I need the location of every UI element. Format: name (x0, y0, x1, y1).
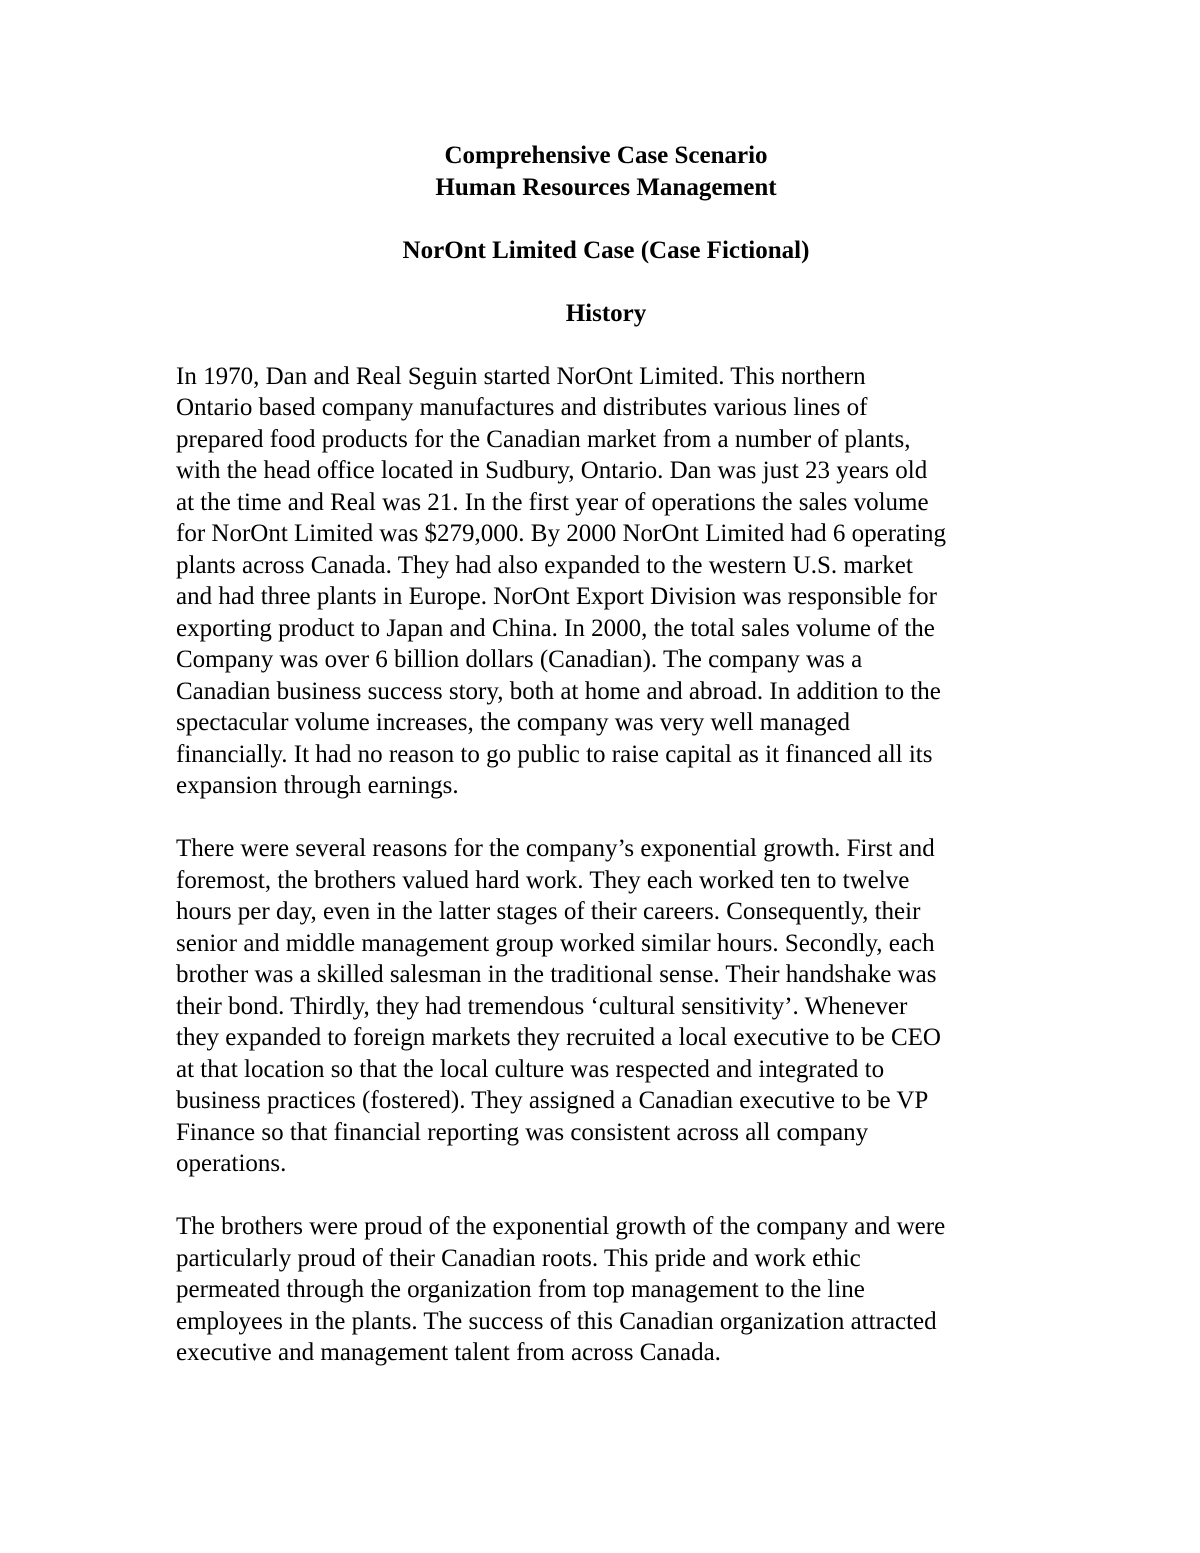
text-line: Ontario based company manufactures and distributes various lines of (176, 394, 868, 421)
text-line: and had three plants in Europe. NorOnt Export Division was responsible for (176, 583, 937, 610)
text-line: employees in the plants. The success of this Canadian organization attracted (176, 1307, 937, 1335)
text-line: at that location so that the local culture was respected and integrated to (176, 1055, 885, 1083)
text-line: for NorOnt Limited was $279,000. By 2000 NorOnt Limited had 6 operating (176, 520, 947, 547)
text-line: plants across Canada. They had also expanded to the western U.S. market (176, 551, 913, 579)
text-line: they expanded to foreign markets they recruited a local executive to be CEO (176, 1024, 941, 1051)
document-subtitle: Human Resources Management (435, 173, 777, 201)
document-title: Comprehensive Case Scenario (444, 142, 768, 169)
text-line: prepared food products for the Canadian market from a number of plants, (176, 425, 911, 453)
text-line: business practices (fostered). They assigned a Canadian executive to be VP (176, 1087, 929, 1114)
text-line: at the time and Real was 21. In the first year of operations the sales volume (176, 488, 929, 516)
text-line: financially. It had no reason to go public to raise capital as it financed all its (176, 740, 933, 768)
document-body (176, 140, 1036, 1369)
text-line: with the head office located in Sudbury, Ontario. Dan was just 23 years old (176, 457, 928, 484)
spacer (176, 266, 1036, 298)
text-line: executive and management talent from across Canada. (176, 1339, 721, 1366)
text-line: spectacular volume increases, the company was very well managed (176, 709, 851, 736)
text-line: brother was a skilled salesman in the traditional sense. Their handshake was (176, 961, 937, 988)
paragraph-2 (176, 833, 1036, 1180)
text-line: The brothers were proud of the exponential growth of the company and were (176, 1213, 946, 1240)
spacer (176, 802, 1036, 834)
text-line: There were several reasons for the company’s exponential growth. First and (176, 835, 935, 862)
section-heading-history: History (565, 299, 647, 327)
paragraph-1 (176, 361, 1036, 802)
spacer (176, 329, 1036, 361)
text-line: operations. (176, 1150, 287, 1177)
text-line: In 1970, Dan and Real Seguin started NorOnt Limited. This northern (176, 362, 866, 390)
text-line: foremost, the brothers valued hard work. They each worked ten to twelve (176, 866, 910, 894)
text-line: permeated through the organization from top management to the line (176, 1276, 865, 1303)
text-line: hours per day, even in the latter stages of their careers. Consequently, their (176, 898, 921, 925)
text-line: exporting product to Japan and China. In 2000, the total sales volume of the (176, 614, 935, 642)
paragraph-3 (176, 1211, 1036, 1369)
text-line: Canadian business success story, both at home and abroad. In addition to the (176, 677, 941, 705)
case-title: NorOnt Limited Case (Case Fictional) (402, 236, 810, 264)
text-line: expansion through earnings. (176, 772, 459, 799)
spacer (176, 203, 1036, 235)
spacer (176, 1180, 1036, 1212)
text-line: senior and middle management group worked similar hours. Secondly, each (176, 929, 935, 957)
text-line: their bond. Thirdly, they had tremendous ‘cultural sensitivity’. Whenever (176, 992, 908, 1020)
text-line: particularly proud of their Canadian roots. This pride and work ethic (176, 1244, 861, 1272)
text-line: Finance so that financial reporting was consistent across all company (176, 1118, 869, 1146)
text-line: Company was over 6 billion dollars (Canadian). The company was a (176, 646, 863, 673)
